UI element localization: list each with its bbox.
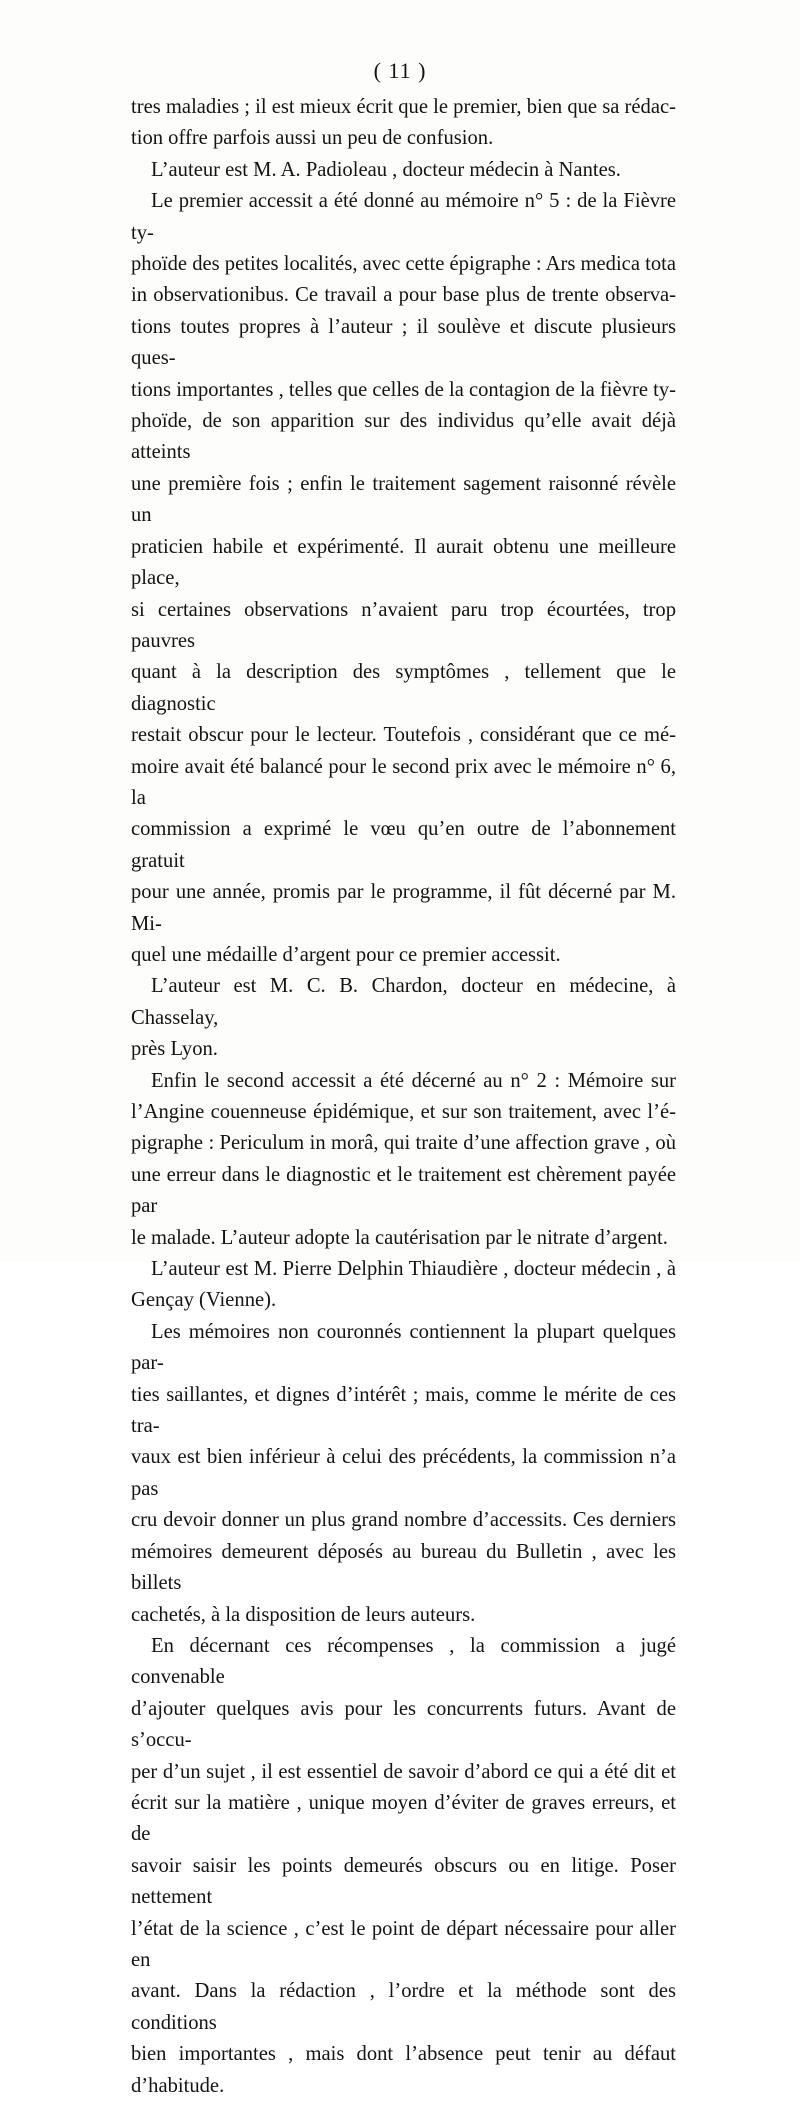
- text-line: l’état de la science , c’est le point de départ nécessaire pour aller en: [131, 1917, 676, 1971]
- text-line: pour une année, promis par le programme, il fût décerné par M. Mi-: [131, 881, 676, 935]
- text-line: une erreur dans le diagnostic et le traitement est chèrement payée par: [131, 1163, 676, 1218]
- text-line: L’auteur est M. A. Padioleau , docteur médecin à Nantes.: [151, 158, 621, 181]
- text-line: mémoires demeurent déposés au bureau du Bulletin , avec les billets: [131, 1540, 676, 1595]
- text-line: commission a exprimé le vœu qu’en outre de l’abonnement gratuit: [131, 818, 676, 872]
- paragraph: [131, 1066, 676, 1254]
- text-line: moire avait été balancé pour le second prix avec le mémoire n° 6, la: [131, 755, 676, 809]
- text-line: vaux est bien inférieur à celui des précédents, la commission n’a pas: [131, 1446, 676, 1500]
- text-line: près Lyon.: [131, 1038, 218, 1061]
- text-line: quant à la description des symptômes , tellement que le diagnostic: [131, 661, 676, 715]
- paragraph: [131, 1631, 676, 2102]
- text-line: tres maladies ; il est mieux écrit que le premier, bien que sa rédac-: [131, 96, 676, 118]
- text-line: L’auteur est M. Pierre Delphin Thiaudière , docteur médecin , à: [151, 1258, 676, 1281]
- paragraph: [131, 971, 676, 1065]
- text-line: si certaines observations n’avaient paru trop écourtées, trop pauvres: [131, 598, 676, 652]
- text-line: quel une médaille d’argent pour ce premier accessit.: [131, 943, 561, 966]
- text-line: L’auteur est M. C. B. Chardon, docteur en médecine, à Chasselay,: [131, 975, 676, 1029]
- text-line: tions importantes , telles que celles de la contagion de la fièvre ty-: [131, 378, 676, 401]
- page-number: ( 11 ): [373, 58, 427, 83]
- text-line: bien importantes , mais dont l’absence peut tenir au défaut d’habitude.: [131, 2043, 676, 2097]
- text-line: cachetés, à la disposition de leurs auteurs.: [131, 1603, 476, 1626]
- text-line: l’Angine couenneuse épidémique, et sur son traitement, avec l’é-: [131, 1101, 676, 1123]
- text-line: savoir saisir les points demeurés obscurs ou en litige. Poser nettement: [131, 1854, 676, 1909]
- paragraph: [131, 186, 676, 971]
- text-line: Le premier accessit a été donné au mémoire n° 5 : de la Fièvre ty-: [131, 190, 676, 244]
- paragraph: [131, 92, 676, 155]
- text-line: Enfin le second accessit a été décerné au n° 2 : Mémoire sur: [151, 1069, 676, 1092]
- text-line: tion offre parfois aussi un peu de confusion.: [131, 127, 494, 150]
- paragraph: [131, 1254, 676, 1317]
- text-line: Les mémoires non couronnés contiennent la plupart quelques par-: [131, 1320, 676, 1375]
- text-line: phoïde, de son apparition sur des individus qu’elle avait déjà atteints: [131, 410, 676, 464]
- text-line: cru devoir donner un plus grand nombre d’accessits. Ces derniers: [131, 1509, 676, 1532]
- text-line: Gençay (Vienne).: [131, 1289, 277, 1312]
- text-line: phoïde des petites localités, avec cette épigraphe : Ars medica tota: [131, 253, 676, 276]
- text-line: tions toutes propres à l’auteur ; il soulève et discute plusieurs ques-: [131, 315, 676, 370]
- text-line: pigraphe : Periculum in morâ, qui traite d’une affection grave , où: [131, 1132, 676, 1155]
- text-line: le malade. L’auteur adopte la cautérisation par le nitrate d’argent.: [131, 1226, 668, 1249]
- paragraph: [131, 155, 676, 186]
- text-line: d’ajouter quelques avis pour les concurrents futurs. Avant de s’occu-: [131, 1697, 676, 1752]
- paragraph: [131, 1317, 676, 1631]
- text-line: ties saillantes, et dignes d’intérêt ; mais, comme le mérite de ces tra-: [131, 1383, 676, 1438]
- text-line: écrit sur la matière , unique moyen d’éviter de graves erreurs, et de: [131, 1791, 676, 1846]
- body-text: [131, 92, 676, 2102]
- text-line: En décernant ces récompenses , la commission a jugé convenable: [131, 1634, 676, 1689]
- text-line: restait obscur pour le lecteur. Toutefois , considérant que ce mé-: [131, 724, 676, 747]
- text-line: praticien habile et expérimenté. Il aurait obtenu une meilleure place,: [131, 535, 676, 590]
- text-line: avant. Dans la rédaction , l’ordre et la méthode sont des conditions: [131, 1980, 676, 2034]
- text-line: per d’un sujet , il est essentiel de savoir d’abord ce qui a été dit et: [131, 1760, 676, 1783]
- text-line: une première fois ; enfin le traitement sagement raisonné révèle un: [131, 472, 676, 527]
- text-line: in observationibus. Ce travail a pour base plus de trente observa-: [131, 284, 676, 307]
